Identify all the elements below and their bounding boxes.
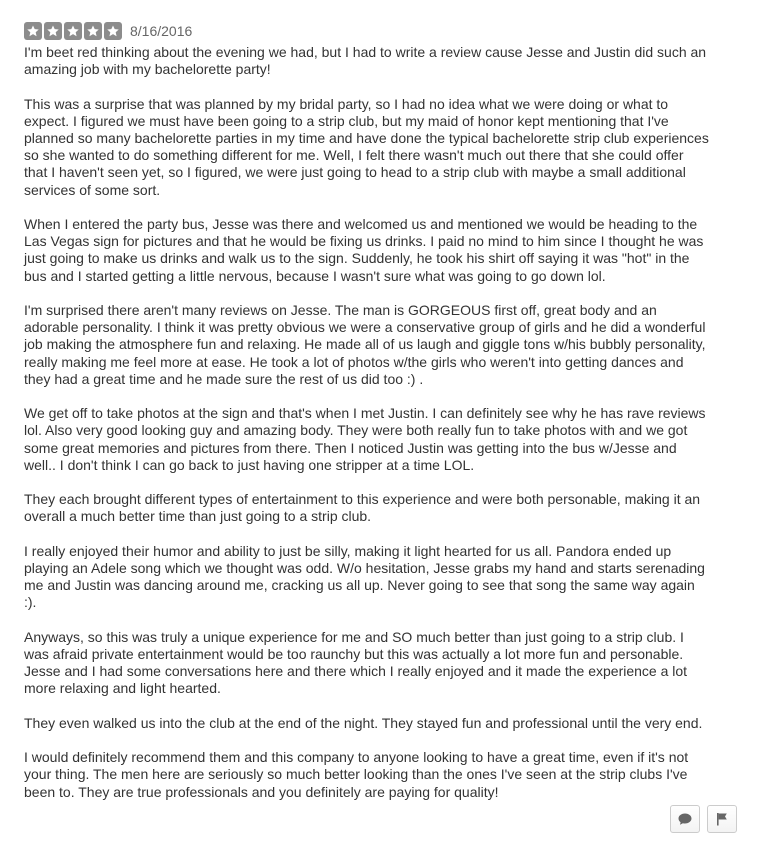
review-date: 8/16/2016 <box>130 23 193 39</box>
review-actions <box>670 805 737 833</box>
star-icon <box>24 22 42 40</box>
rating-row <box>24 21 192 41</box>
review-paragraph: I'm surprised there aren't many reviews on Jesse. The man is GORGEOUS first off, great body and an adorable personality. I think it was pretty obvious we were a conservative group of girls and he did a wonderful job making the atmosphere fun and relaxing. He made all of us laugh and giggle tons w/his bubbly personality, really making me feel more at ease. He took a lot of photos w/the girls who weren't into getting dances and they had a great time and he made sure the rest of us did too :) . <box>24 302 706 387</box>
review-paragraph: They even walked us into the club at the end of the night. They stayed fun and professional until the very end. <box>24 714 703 731</box>
comment-button[interactable] <box>670 805 700 833</box>
review-paragraph: We get off to take photos at the sign and that's when I met Justin. I can definitely see why he has rave reviews lol. Also very good looking guy and amazing body. They were both really fun to take photos with and we got some great memories and pictures from there. Then I noticed Justin was getting into the bus w/Jesse and well.. I don't think I can go back to just having one stripper at a time LOL. <box>24 405 706 473</box>
review-paragraph: Anyways, so this was truly a unique experience for me and SO much better than just going to a strip club. I was afraid private entertainment would be too raunchy but this was actually a lot more fun and personable. Jesse and I had some conversations here and there which I really enjoyed and it made the experience a lot more relaxing and light hearted. <box>24 628 688 697</box>
review-paragraph: I really enjoyed their humor and ability to just be silly, making it light hearted for us all. Pandora ended up playing an Adele song which we thought was odd. W/o hesitation, Jesse grabs my hand and starts serenading me and Justin was dancing around me, cracking us all up. Never going to see that song the same way again :). <box>24 542 705 611</box>
flag-icon <box>715 811 729 827</box>
review-paragraph: I'm beet red thinking about the evening we had, but I had to write a review cause Jesse and Justin did such an amazing job with my bachelorette party! <box>24 44 707 78</box>
flag-button[interactable] <box>707 805 737 833</box>
review-paragraph: They each brought different types of entertainment to this experience and were both personable, making it an overall a much better time than just going to a strip club. <box>24 491 701 525</box>
review-paragraph: I would definitely recommend them and this company to anyone looking to have a great time, even if it's not your thing. The men here are seriously so much better looking than the ones I've seen at the strip clubs I've been to. They are true professionals and you definitely are paying for quality! <box>24 749 689 800</box>
star-icon <box>64 22 82 40</box>
review-paragraph: When I entered the party bus, Jesse was there and welcomed us and mentioned we would be heading to the Las Vegas sign for pictures and that he would be fixing us drinks. I paid no mind to him since I thought he was just going to make us drinks and walk us to the sign. Suddenly, he took his shirt off saying it was "hot" in the bus and I started getting a little nervous, because I wasn't sure what was going to go down lol. <box>24 216 704 284</box>
star-icon <box>44 22 62 40</box>
review-paragraph: This was a surprise that was planned by my bridal party, so I had no idea what we were doing or what to expect. I figured we must have been going to a strip club, but my maid of honor kept mentioning that I've planned so many bachelorette parties in my time and have done the typical bachelorette strip club experiences so she wanted to do something different for me. Well, I felt there wasn't much out there that she could offer that I haven't seen yet, so I figured, we were just going to head to a strip club with maybe a small additional services of some sort. <box>24 95 709 198</box>
star-icon <box>84 22 102 40</box>
star-icon <box>104 22 122 40</box>
speech-bubble-icon <box>677 811 693 827</box>
star-rating <box>24 22 122 40</box>
review-text <box>24 44 736 818</box>
